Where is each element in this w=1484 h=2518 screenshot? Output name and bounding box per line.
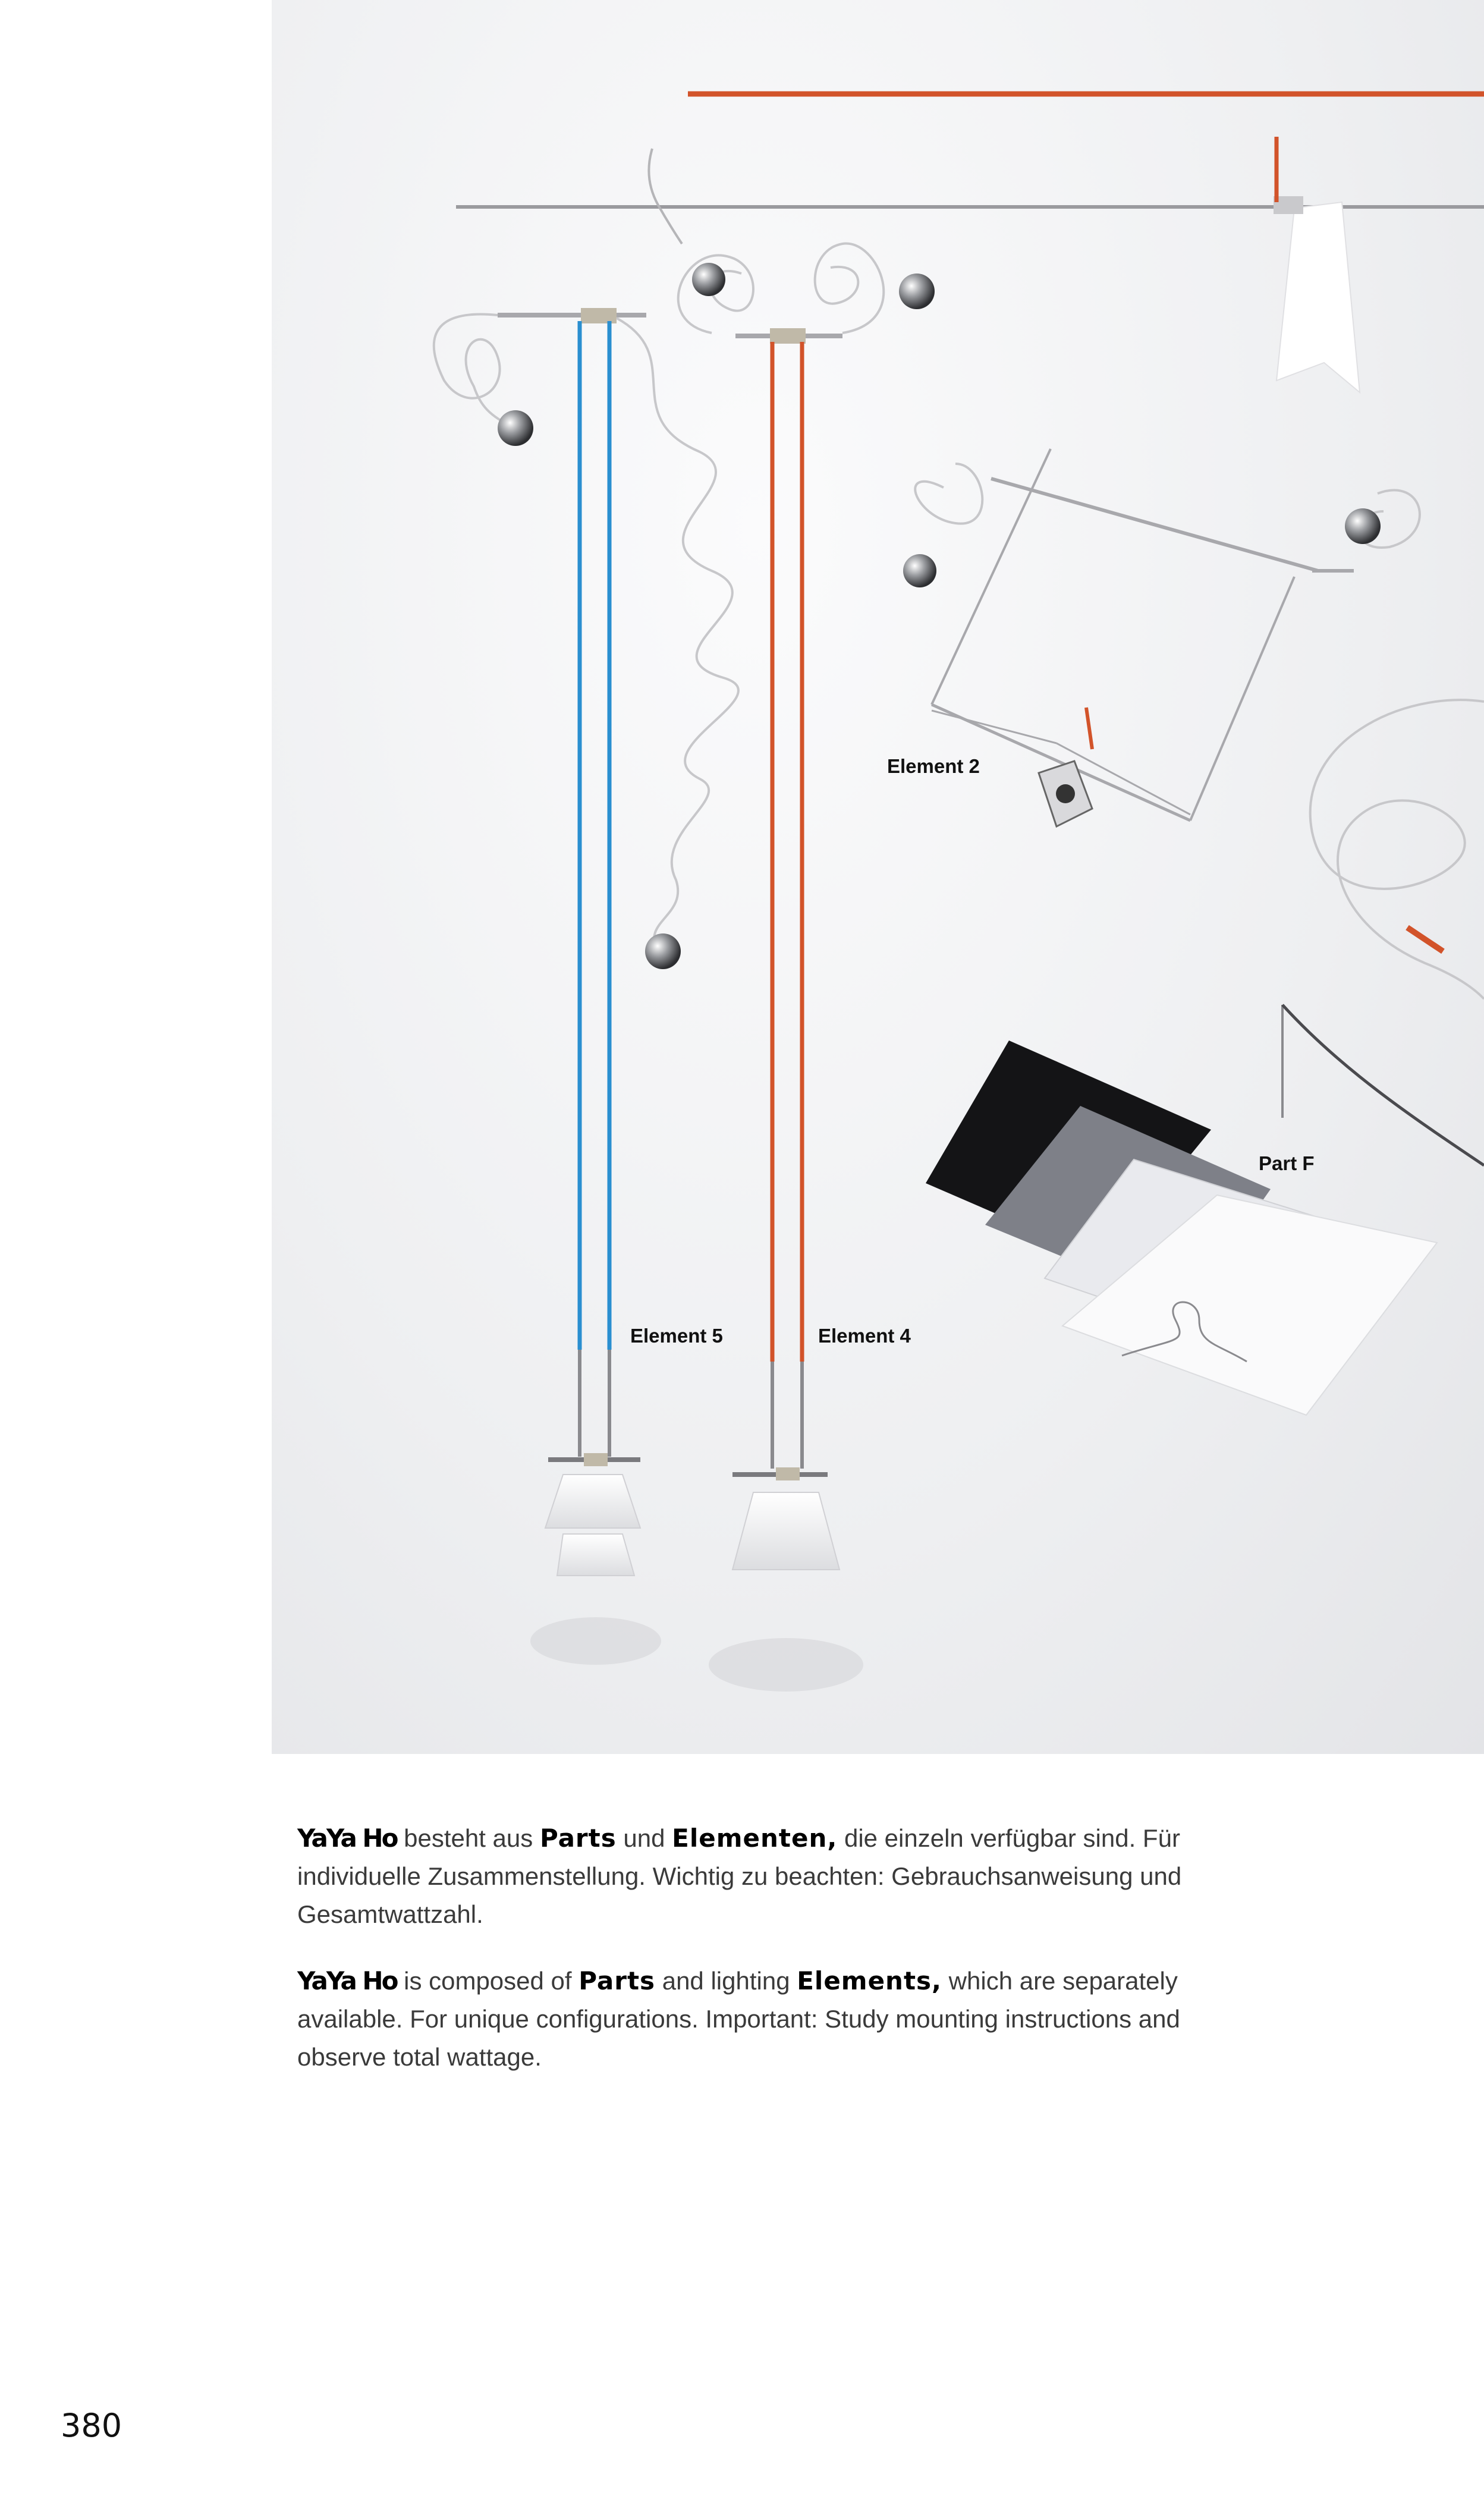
text-segment: which are separately available. For unique configurations. Important: Study mounting instructions and observe total wattage. (297, 1967, 1180, 2071)
label-part-f: Part F (1259, 1152, 1315, 1174)
page-number: 380 (61, 2407, 122, 2444)
label-element-2: Element 2 (887, 755, 980, 777)
term-elements: Elements, (797, 1966, 942, 1995)
text-segment: die einzeln verfügbar sind. Für individuelle Zusammenstellung. Wichtig zu beachten: Gebrauchsanweisung und Gesamtwattzahl. (297, 1824, 1182, 1928)
term-elements: Elementen, (672, 1824, 838, 1853)
term-parts: Parts (578, 1966, 656, 1995)
text-segment: and lighting (655, 1967, 797, 1995)
label-element-4: Element 4 (818, 1325, 911, 1347)
text-segment: und (616, 1824, 672, 1852)
text-segment: besteht aus (397, 1824, 540, 1852)
product-photo (272, 0, 1484, 1754)
english-description (297, 1962, 1225, 2076)
text-segment: is composed of (397, 1967, 579, 1995)
lamp-illustration (272, 0, 1484, 1754)
brand-name: YaYa Ho (297, 1824, 397, 1853)
german-description (297, 1819, 1225, 1934)
brand-name: YaYa Ho (297, 1966, 397, 1995)
label-element-5: Element 5 (630, 1325, 723, 1347)
term-parts: Parts (539, 1824, 617, 1853)
